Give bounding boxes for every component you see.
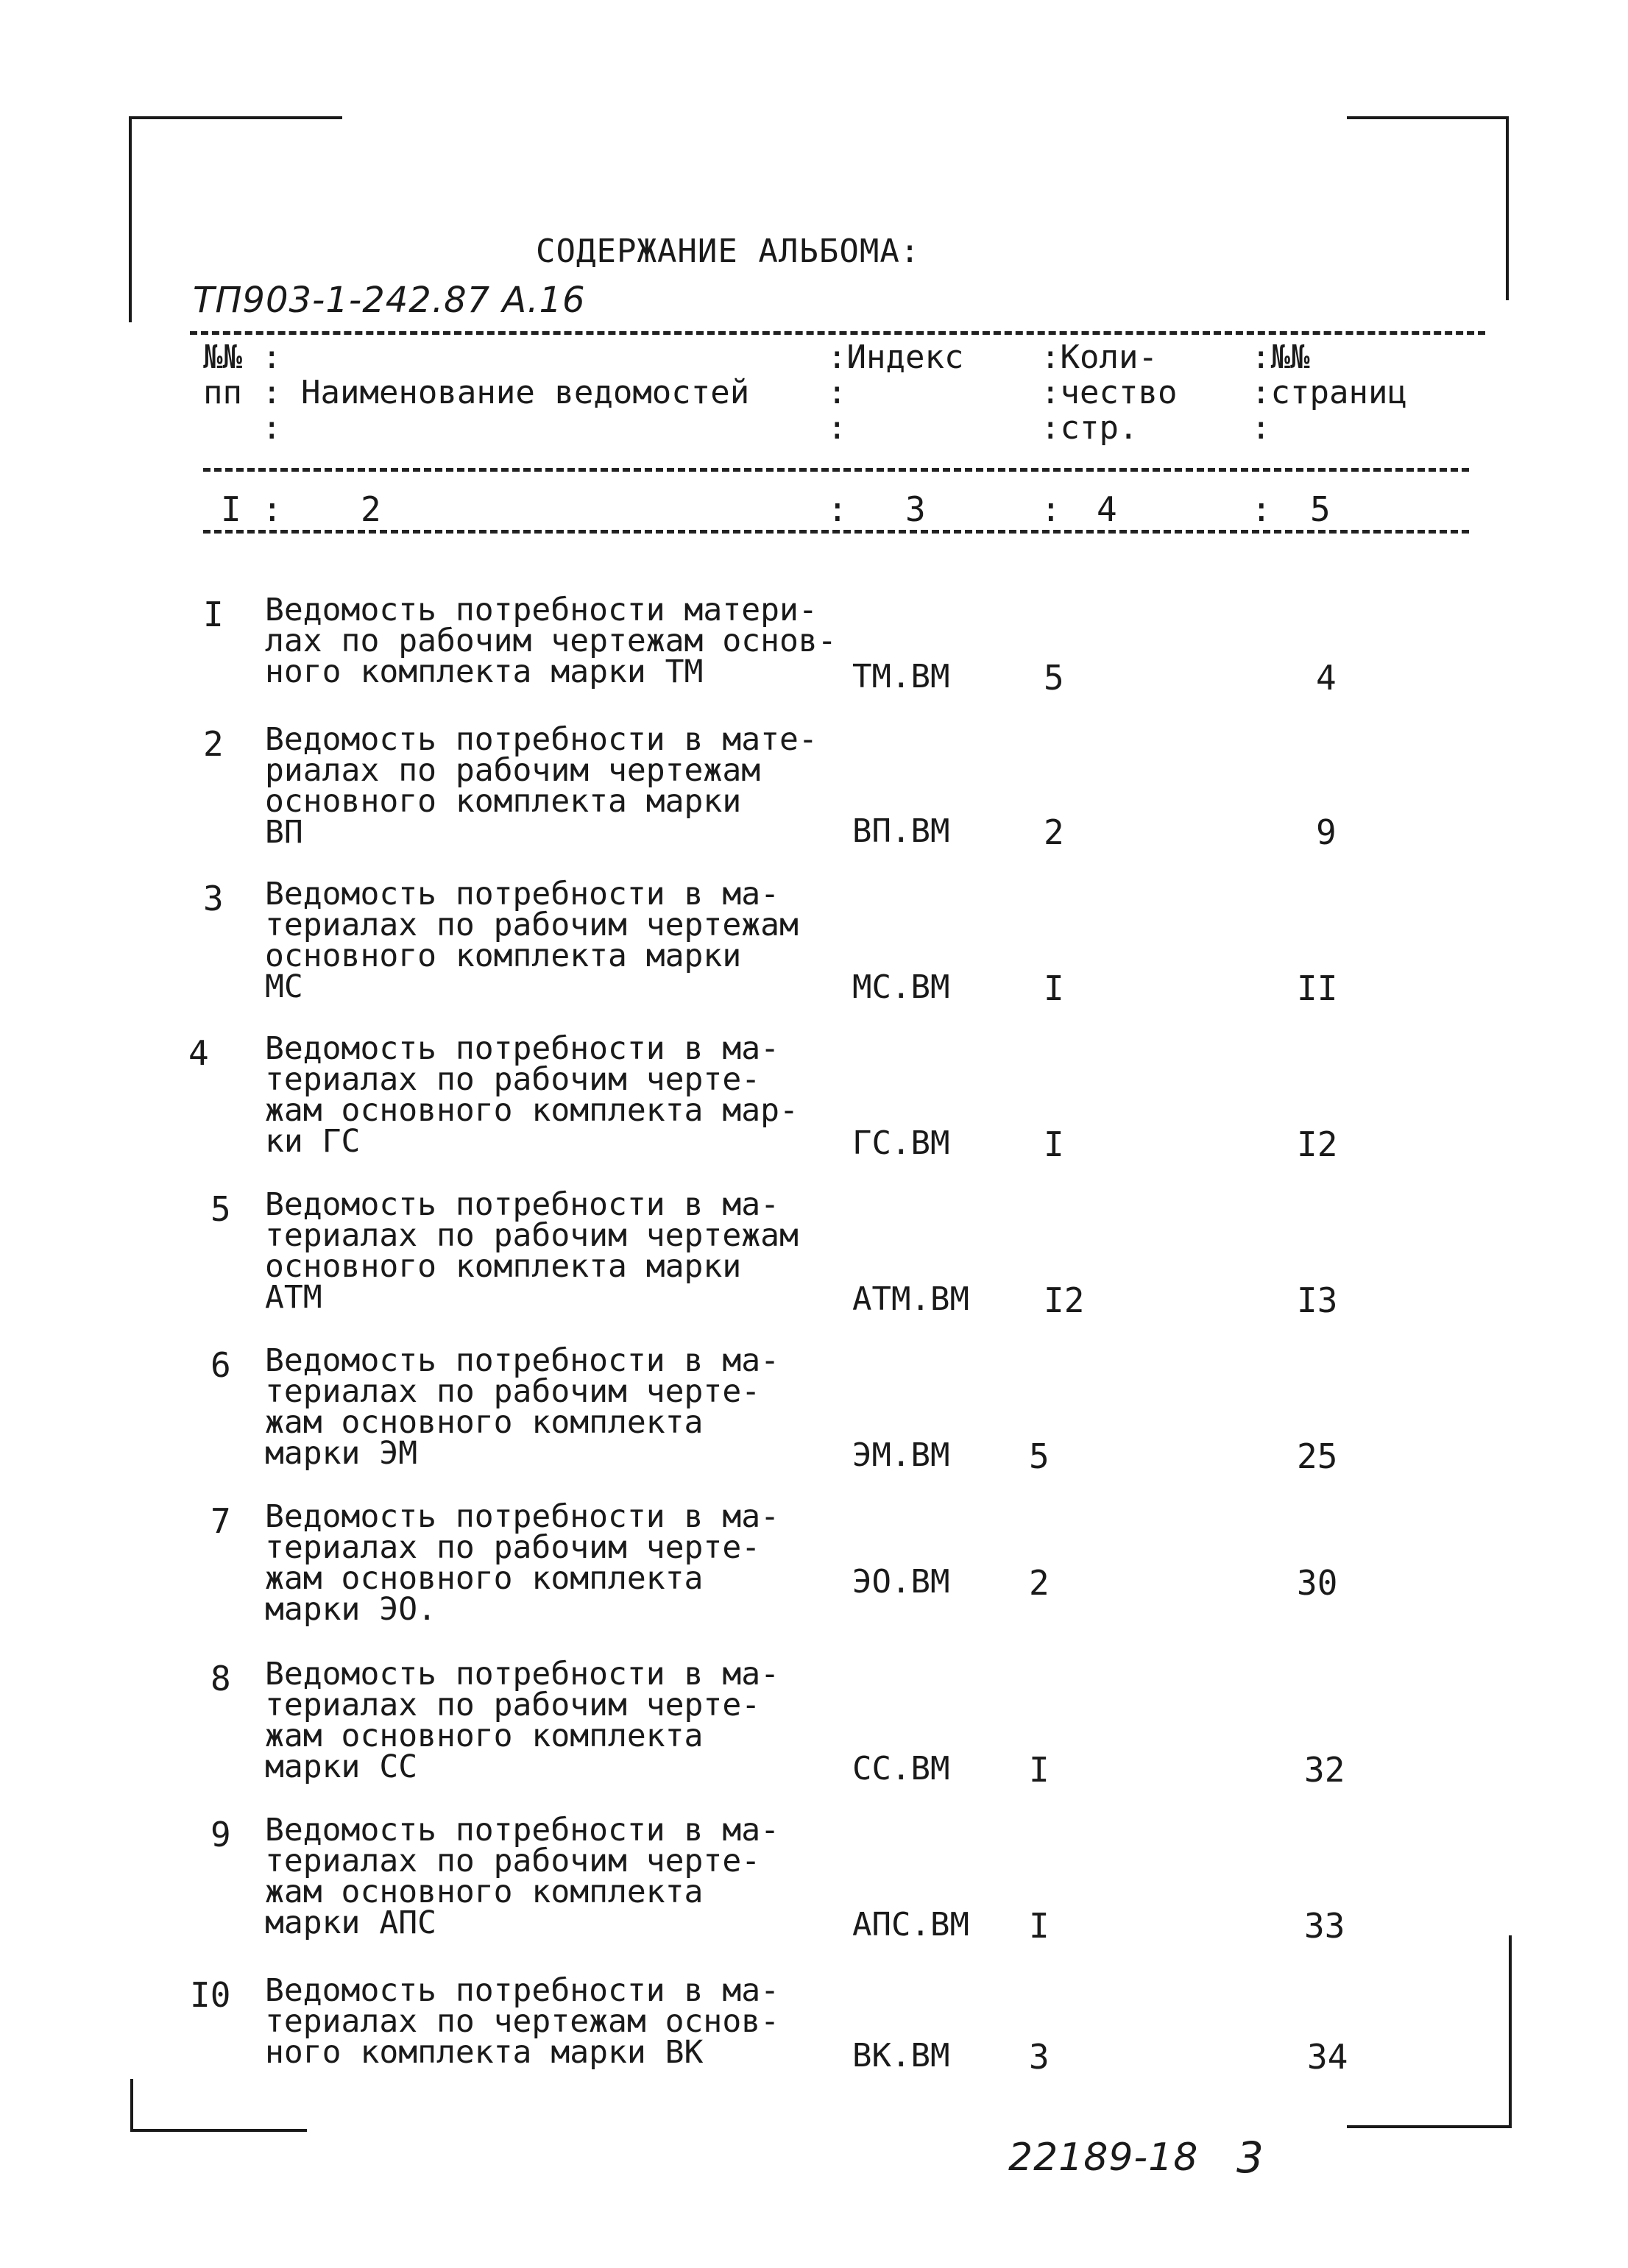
row-count: I	[1029, 1906, 1050, 1946]
row-count: 5	[1029, 1436, 1050, 1476]
row-count: 2	[1044, 812, 1064, 852]
row-name: Ведомость потребности в ма- териалах по рабочим черте- жам основного комплекта марки АПС	[265, 1812, 779, 1941]
header-col-number: №№ пп	[203, 339, 242, 411]
header-col-index: :Индекс : :	[827, 339, 964, 447]
row-count: I2	[1044, 1280, 1085, 1320]
row-name: Ведомость потребности в мате- риалах по рабочим чертежам основного комплекта марки ВП	[265, 721, 818, 851]
row-index: ГС.ВМ	[852, 1124, 950, 1162]
row-index: СС.ВМ	[852, 1750, 950, 1787]
row-pages: 34	[1307, 2037, 1348, 2077]
row-count: I	[1029, 1750, 1050, 1790]
header-top-rule	[190, 331, 1485, 335]
album-code: ТП903-1-242.87 А.16	[193, 280, 586, 321]
row-number: I	[203, 595, 224, 634]
column-number-3: 3	[905, 489, 926, 529]
row-number: 3	[203, 879, 224, 918]
frame-top-right	[1347, 116, 1509, 119]
row-number: I0	[190, 1975, 231, 2015]
page-title: СОДЕРЖАНИЕ АЛЬБОМА:	[536, 233, 921, 270]
column-number-2: 2	[361, 489, 381, 529]
row-number: 5	[210, 1189, 231, 1229]
column-separator: :	[262, 489, 283, 529]
row-name: Ведомость потребности матери- лах по рабочим чертежам основ- ного комплекта марки ТМ	[265, 592, 837, 690]
row-number: 4	[188, 1033, 209, 1073]
row-name: Ведомость потребности в ма- териалах по рабочим черте- жам основного комплекта марки ЭМ	[265, 1342, 779, 1472]
row-count: I	[1044, 1124, 1064, 1164]
row-index: АПС.ВМ	[852, 1906, 969, 1943]
row-pages: 33	[1304, 1906, 1345, 1946]
frame-left-top	[129, 116, 132, 322]
row-name: Ведомость потребности в ма- териалах по рабочим черте- жам основного комплекта марки ЭО.	[265, 1498, 779, 1628]
frame-top-left	[129, 116, 342, 119]
row-name: Ведомость потребности в ма- териалах по чертежам основ- ного комплекта марки ВК	[265, 1972, 779, 2071]
row-name: Ведомость потребности в ма- териалах по рабочим черте- жам основного комплекта марки СС	[265, 1656, 779, 1785]
frame-bottom-right	[1347, 2125, 1512, 2128]
frame-right-bottom	[1509, 1935, 1512, 2128]
column-separator: :	[827, 489, 848, 529]
row-pages: 4	[1316, 658, 1337, 698]
row-index: ВП.ВМ	[852, 812, 950, 850]
row-index: ТМ.ВМ	[852, 658, 950, 695]
column-number-4: 4	[1097, 489, 1117, 529]
row-name: Ведомость потребности в ма- териалах по рабочим чертежам основного комплекта марки МС	[265, 876, 799, 1005]
row-count: 2	[1029, 1563, 1050, 1603]
frame-bottom-left	[130, 2129, 307, 2132]
document-number: 22189-18	[1008, 2136, 1199, 2180]
frame-right-top	[1506, 116, 1509, 300]
row-number: 9	[210, 1815, 231, 1854]
row-count: 5	[1044, 658, 1064, 698]
row-pages: II	[1297, 968, 1338, 1008]
header-col-pages: :№№ :страниц :	[1251, 339, 1407, 447]
header-col-name: : : Наименование ведомостей :	[262, 339, 750, 447]
row-index: АТМ.ВМ	[852, 1280, 969, 1318]
column-number-5: 5	[1310, 489, 1331, 529]
frame-left-bottom	[130, 2079, 133, 2130]
row-number: 8	[210, 1659, 231, 1698]
row-pages: 25	[1297, 1436, 1338, 1476]
row-pages: I3	[1297, 1280, 1338, 1320]
row-name: Ведомость потребности в ма- териалах по рабочим чертежам основного комплекта марки АТМ	[265, 1186, 799, 1316]
row-pages: 32	[1304, 1750, 1345, 1790]
row-index: МС.ВМ	[852, 968, 950, 1006]
row-count: I	[1044, 968, 1064, 1008]
page-number: 3	[1236, 2133, 1264, 2183]
column-separator: :	[1041, 489, 1061, 529]
column-number-1: I	[221, 489, 241, 529]
header-mid-rule	[203, 468, 1469, 472]
row-index: ВК.ВМ	[852, 2037, 950, 2074]
row-number: 6	[210, 1345, 231, 1385]
column-separator: :	[1251, 489, 1272, 529]
row-count: 3	[1029, 2037, 1050, 2077]
header-bottom-rule	[203, 530, 1469, 534]
row-number: 7	[210, 1501, 231, 1541]
row-pages: I2	[1297, 1124, 1338, 1164]
row-number: 2	[203, 724, 224, 764]
row-name: Ведомость потребности в ма- териалах по рабочим черте- жам основного комплекта мар- ки ГС	[265, 1030, 799, 1160]
header-col-count: :Коли- :чество :стр.	[1041, 339, 1178, 447]
row-pages: 9	[1316, 812, 1337, 852]
row-index: ЭМ.ВМ	[852, 1436, 950, 1474]
row-pages: 30	[1297, 1563, 1338, 1603]
row-index: ЭО.ВМ	[852, 1563, 950, 1601]
